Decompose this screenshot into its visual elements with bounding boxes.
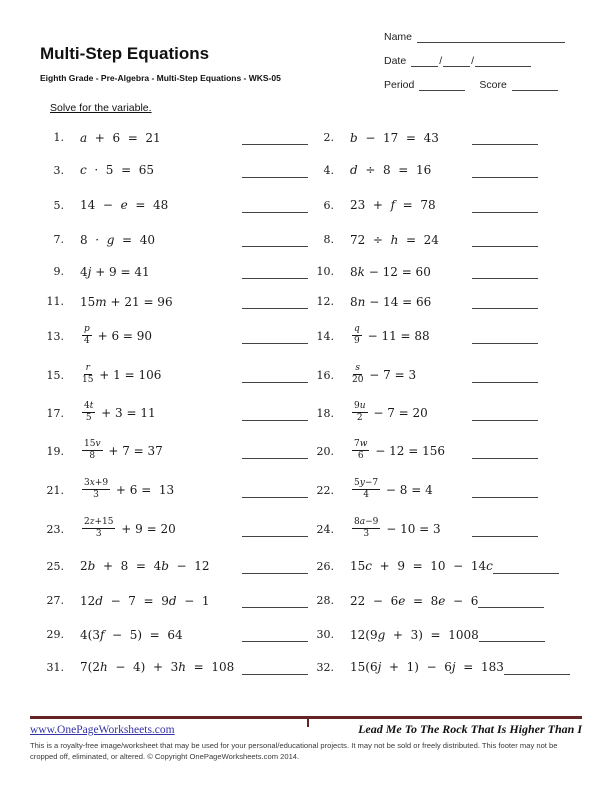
problem-equation: 12(9 g + 3) = 1008 [350, 627, 479, 642]
problem [310, 660, 540, 675]
problem [310, 232, 540, 247]
problem-equation: $\frac{s}{20}$ − 7 = 3 [352, 362, 417, 385]
problem-equation: 22 − 6 e = 8 e − 6 [350, 593, 479, 608]
date-separator: / [471, 55, 475, 67]
problem [40, 264, 310, 279]
period-blank [419, 78, 465, 91]
answer-blank [242, 593, 308, 608]
problem [40, 660, 310, 675]
answer-blank [242, 627, 308, 642]
answer-blank [242, 522, 308, 537]
problem-equation: $\frac{q}{9}$ − 11 = 88 [354, 323, 430, 346]
answer-blank [504, 660, 570, 675]
answer-blank [472, 483, 538, 498]
answer-blank [472, 232, 538, 247]
problem-number: 12. [316, 295, 334, 308]
problem-row [40, 394, 540, 432]
problem-number: 15. [46, 368, 64, 382]
problem-equation: 7(2 h − 4) + 3 h = 108 [80, 660, 235, 674]
problem-number: 28. [316, 594, 334, 607]
date-year-blank [475, 54, 531, 67]
fraction: $\frac{q}{9}$ [354, 323, 360, 346]
answer-blank [242, 294, 308, 309]
answer-blank [242, 660, 308, 675]
problem [310, 400, 540, 424]
name-line [384, 30, 584, 43]
problem-equation: d ÷ 8 = 16 [350, 163, 432, 177]
problem [40, 362, 310, 386]
date-label: Date [384, 55, 407, 67]
page-subtitle: Eighth Grade - Pre-Algebra - Multi-Step Equations - WKS-05 [40, 73, 281, 83]
header-left [40, 44, 281, 83]
problem-equation: 72 ÷ h = 24 [350, 232, 439, 247]
answer-blank [472, 264, 538, 279]
problem-number: 27. [46, 594, 64, 607]
problem-row [40, 316, 540, 356]
answer-blank [472, 406, 538, 421]
problem [40, 593, 310, 608]
date-month-blank [411, 54, 438, 67]
problem-row [40, 187, 540, 223]
score-blank [512, 78, 558, 91]
name-blank [417, 30, 565, 43]
problem-number: 21. [46, 483, 64, 497]
problem-row [40, 548, 540, 584]
problem-row [40, 584, 540, 617]
answer-blank [242, 559, 308, 574]
problem-number: 8. [323, 233, 334, 246]
problem-equation: 4(3 f − 5) = 64 [80, 627, 183, 642]
problem-number: 19. [46, 444, 64, 458]
problem-number: 24. [316, 522, 334, 536]
fraction: 3 x +9 3 [84, 477, 109, 500]
problem-equation: 14 − e = 48 [80, 198, 169, 212]
problem-equation: a + 6 = 21 [80, 130, 161, 145]
problem-row [40, 652, 540, 682]
problem [40, 477, 310, 501]
problem-equation: 15 c + 9 = 10 − 14 c [350, 559, 493, 573]
problem-equation: $\frac{p}{4}$ + 6 = 90 [84, 323, 153, 346]
fraction: $\frac{s}{20}$ [352, 362, 364, 385]
problem-number: 9. [53, 265, 64, 278]
problem-row [40, 287, 540, 316]
problem-equation: 7 w 6 − 12 = 156 [354, 438, 445, 461]
answer-blank [242, 232, 308, 247]
fraction: 5 y −7 4 [354, 477, 379, 500]
footer [30, 716, 582, 762]
footer-motto: Lead Me To The Rock That Is Higher Than I [358, 722, 582, 736]
fraction: 2 z +15 3 [84, 516, 114, 539]
problem-row [40, 122, 540, 153]
problem-number: 2. [323, 131, 334, 144]
problem-number: 29. [46, 628, 64, 641]
problem-equation: 2 z +15 3 + 9 = 20 [84, 516, 176, 539]
fraction: 7 w 6 [354, 438, 368, 461]
answer-blank [472, 522, 538, 537]
problem [310, 198, 540, 213]
problem-equation: 15 v 8 + 7 = 37 [84, 438, 163, 461]
page-title: Multi-Step Equations [40, 44, 210, 63]
problem-row [40, 617, 540, 652]
problem-row [40, 256, 540, 287]
problem [40, 130, 310, 145]
answer-blank [472, 294, 538, 309]
answer-blank [472, 198, 538, 213]
problem [310, 593, 540, 608]
problem-equation: 8 k − 12 = 60 [350, 264, 431, 279]
problem-number: 7. [53, 233, 64, 246]
problem-number: 16. [316, 368, 334, 382]
problem-equation: 8 · g = 40 [80, 232, 155, 247]
problem-equation: $\frac{r}{15}$ + 1 = 106 [82, 362, 162, 385]
fraction: 4 t 5 [84, 400, 94, 423]
problem-equation: 9 u 2 − 7 = 20 [354, 400, 428, 423]
answer-blank [478, 593, 544, 608]
problem-row [40, 223, 540, 256]
problem [40, 294, 310, 309]
problem [310, 130, 540, 145]
problem-equation: 4 t 5 + 3 = 11 [84, 400, 156, 423]
answer-blank [472, 329, 538, 344]
fraction: 9 u 2 [354, 400, 366, 423]
footer-disclaimer: This is a royalty-free image/worksheet that may be used for your personal/educational projects. It may not be sold or freely distributed. This footer may not be cropped off, eliminated, or altered. © Copyright OnePageWorksheets.com 2014. [30, 741, 558, 761]
problem [310, 264, 540, 279]
answer-blank [242, 264, 308, 279]
answer-blank [242, 329, 308, 344]
problem-equation: b − 17 = 43 [350, 130, 439, 145]
answer-blank [493, 559, 559, 574]
problem-equation: 2 b + 8 = 4 b − 12 [80, 559, 210, 573]
date-day-blank [443, 54, 470, 67]
answer-blank [472, 130, 538, 145]
answer-blank [242, 483, 308, 498]
problem-number: 3. [53, 163, 64, 177]
footer-top [30, 719, 582, 737]
problem [310, 323, 540, 347]
problem [40, 516, 310, 540]
problem [310, 516, 540, 540]
problem [310, 294, 540, 309]
score-label: Score [479, 79, 507, 91]
problem-number: 11. [46, 295, 64, 308]
instructions: Solve for the variable. [50, 102, 152, 114]
fraction: 8 a −9 3 [354, 516, 379, 539]
problem-equation: 3 x +9 3 + 6 = 13 [84, 477, 175, 500]
footer-divider-tick [307, 719, 309, 727]
problem [40, 323, 310, 347]
fraction: $\frac{p}{4}$ [84, 323, 90, 346]
problem-number: 14. [316, 329, 334, 343]
problem [40, 198, 310, 213]
footer-divider [30, 716, 582, 719]
student-info [384, 30, 584, 102]
problem-number: 6. [323, 198, 334, 212]
problem-equation: 4 j + 9 = 41 [80, 264, 150, 279]
problem [310, 627, 540, 642]
answer-blank [242, 406, 308, 421]
answer-blank [242, 130, 308, 145]
problem [310, 477, 540, 501]
problem-equation: 15(6 j + 1) − 6 j = 183 [350, 660, 504, 674]
problem-equation: 8 n − 14 = 66 [350, 294, 432, 309]
problem-number: 1. [53, 131, 64, 144]
problem [40, 400, 310, 424]
problem-number: 17. [46, 406, 64, 420]
name-label: Name [384, 31, 413, 43]
problem-number: 22. [316, 483, 334, 497]
problem [40, 163, 310, 178]
fraction: $\frac{r}{15}$ [82, 362, 94, 385]
problem-number: 32. [316, 660, 334, 674]
problem-number: 26. [316, 559, 334, 573]
problem-equation: 12 d − 7 = 9 d − 1 [80, 593, 210, 608]
answer-blank [472, 163, 538, 178]
score-group [479, 78, 557, 91]
date-separator: / [439, 55, 443, 67]
answer-blank [479, 627, 545, 642]
problem-row [40, 153, 540, 187]
problem-equation: 15 m + 21 = 96 [80, 294, 173, 309]
answer-blank [242, 163, 308, 178]
problem-equation: 8 a −9 3 − 10 = 3 [354, 516, 441, 539]
problem-row [40, 432, 540, 470]
problem [40, 438, 310, 462]
problem-number: 31. [46, 660, 64, 674]
problem [310, 438, 540, 462]
answer-blank [472, 444, 538, 459]
problem-number: 18. [316, 406, 334, 420]
period-score-line [384, 78, 584, 91]
problem [40, 232, 310, 247]
date-line [384, 54, 584, 67]
fraction: 15 v 8 [84, 438, 101, 461]
problem-number: 20. [316, 444, 334, 458]
problem-number: 5. [53, 198, 64, 212]
problem-number: 23. [46, 522, 64, 536]
period-label: Period [384, 79, 415, 91]
problem-number: 13. [46, 329, 64, 343]
problem [310, 163, 540, 178]
problem-equation: c · 5 = 65 [80, 163, 155, 177]
problem-equation: 23 + f = 78 [350, 198, 436, 212]
problem [40, 559, 310, 574]
problem-number: 10. [316, 265, 334, 278]
problem [310, 559, 540, 574]
problem-row [40, 470, 540, 510]
answer-blank [242, 198, 308, 213]
problem-number: 25. [46, 559, 64, 573]
problem-row [40, 356, 540, 394]
answer-blank [242, 368, 308, 383]
answer-blank [242, 444, 308, 459]
problem [310, 362, 540, 386]
problems [40, 122, 540, 682]
problem [40, 627, 310, 642]
problem-row [40, 510, 540, 548]
problem-number: 30. [316, 628, 334, 641]
problem-number: 4. [323, 163, 334, 177]
website-link[interactable]: www.OnePageWorksheets.com [30, 724, 175, 736]
problem-equation: 5 y −7 4 − 8 = 4 [354, 477, 433, 500]
answer-blank [472, 368, 538, 383]
